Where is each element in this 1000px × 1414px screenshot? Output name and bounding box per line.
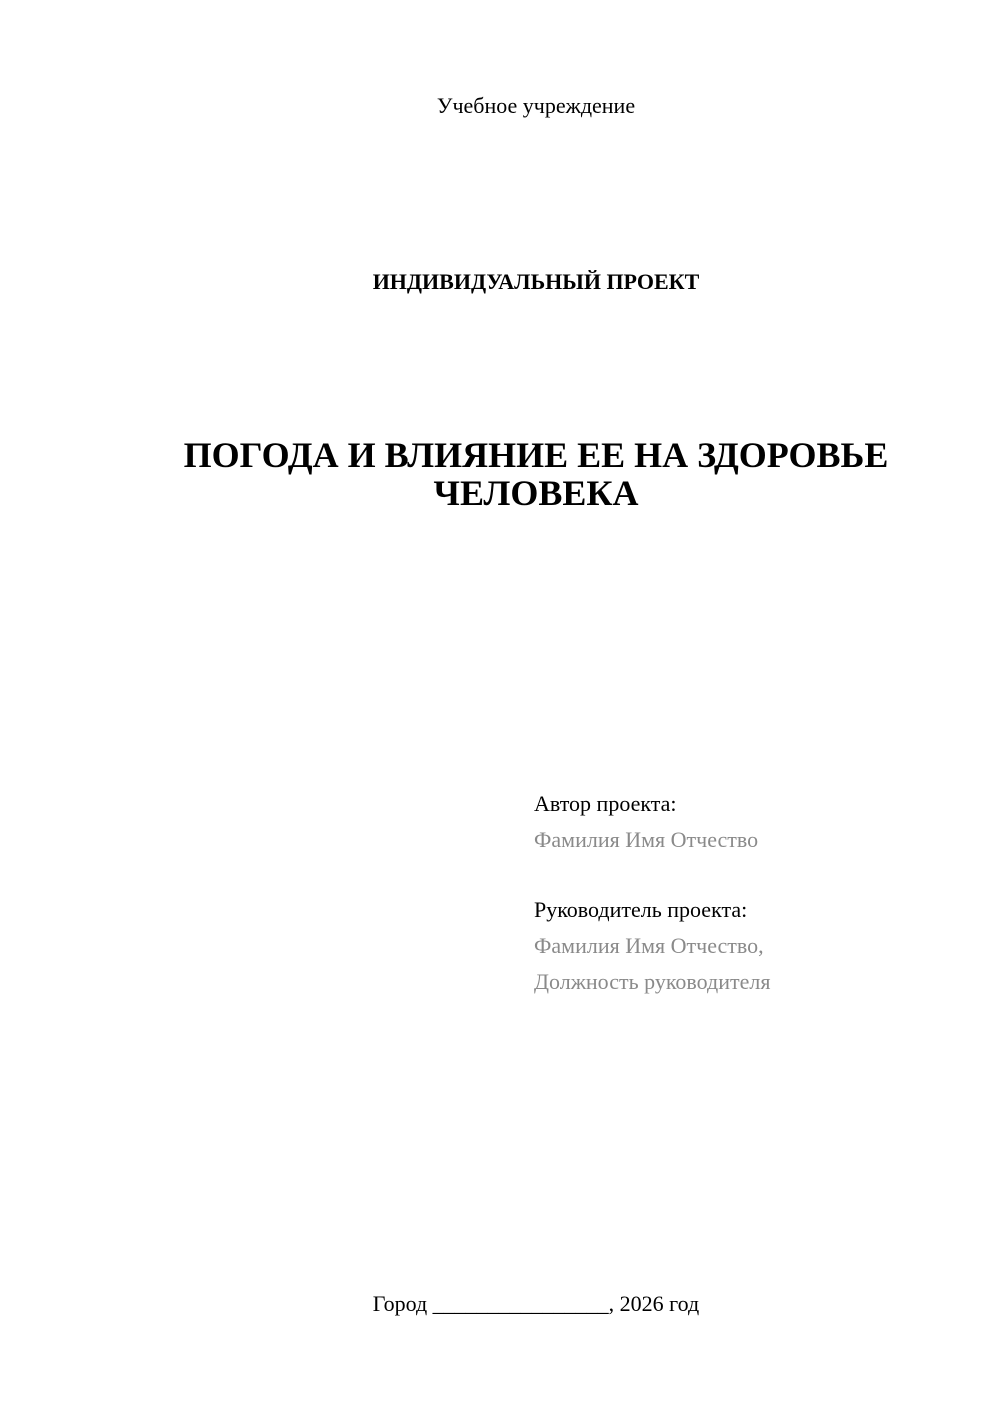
author-block [534,786,974,858]
supervisor-name: Фамилия Имя Отчество, [534,933,764,958]
project-type-heading: ИНДИВИДУАЛЬНЫЙ ПРОЕКТ [372,269,700,294]
supervisor-position: Должность руководителя [534,969,771,994]
institution-name: Учебное учреждение [436,93,636,118]
author-name: Фамилия Имя Отчество [534,827,759,852]
author-label: Автор проекта: [534,791,677,816]
supervisor-label: Руководитель проекта: [534,897,748,922]
project-title-line-2: ЧЕЛОВЕКА [433,473,639,513]
project-title [130,436,942,512]
project-title-line-1: ПОГОДА И ВЛИЯНИЕ ЕЕ НА ЗДОРОВЬЕ [183,435,889,475]
supervisor-block [534,892,974,1000]
city-year-footer: Город ________________, 2026 год [372,1291,700,1316]
